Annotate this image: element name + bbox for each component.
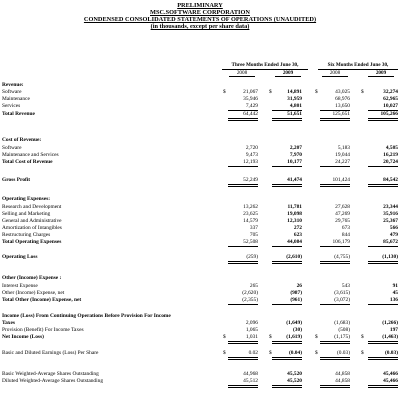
row-label: Total Revenue — [2, 111, 35, 117]
value-cell: 844 — [341, 232, 350, 238]
dollar-sign: $ — [223, 334, 226, 340]
value-cell: 19,044 — [335, 152, 350, 158]
value-cell: 4,505 — [385, 145, 398, 151]
row-label: Other (Income) Expense, net — [2, 290, 65, 296]
value-cell: 12,310 — [287, 218, 302, 224]
value-cell: 23,344 — [383, 204, 398, 210]
value-cell: 623 — [293, 232, 302, 238]
double-underline — [320, 184, 350, 187]
column-group-six-months: Six Months Ended June 30, — [318, 62, 398, 70]
double-underline — [228, 261, 258, 264]
value-cell: 35,916 — [383, 211, 398, 217]
value-cell: (259) — [246, 254, 258, 260]
underline — [320, 246, 350, 247]
value-cell: (1,266) — [382, 320, 398, 326]
value-cell: 5,183 — [337, 145, 350, 151]
double-underline — [368, 118, 398, 121]
value-cell: 32,274 — [383, 89, 398, 95]
statement-row — [0, 297, 400, 304]
row-label: Services — [2, 103, 21, 109]
statement-row — [0, 239, 400, 246]
row-label: Amortization of Intangibles — [2, 225, 62, 231]
underline — [368, 246, 398, 247]
row-label: Total Operating Expenses — [2, 239, 62, 245]
value-cell: 125,651 — [332, 111, 350, 117]
value-cell: 265 — [249, 283, 258, 289]
value-cell: 2,096 — [245, 320, 258, 326]
value-cell: 85,672 — [383, 239, 398, 245]
underline — [228, 166, 258, 167]
row-label: Basic Weighted-Average Shares Outstanding — [2, 371, 99, 377]
underline — [368, 304, 398, 305]
value-cell: 10,177 — [287, 159, 302, 165]
value-cell: 31,959 — [287, 96, 302, 102]
value-cell: 44,858 — [335, 378, 350, 384]
value-cell: (3,615) — [334, 290, 350, 296]
value-cell: (2,610) — [286, 254, 302, 260]
statement-row — [0, 211, 400, 218]
statement-row — [0, 283, 400, 290]
row-label: Maintenance — [2, 96, 30, 102]
value-cell: (4,755) — [334, 254, 350, 260]
statement-row — [0, 103, 400, 110]
value-cell: 7,970 — [289, 152, 302, 158]
statement-row — [0, 152, 400, 159]
underline — [272, 166, 302, 167]
statement-row — [0, 350, 400, 357]
statement-row — [0, 334, 400, 341]
double-underline — [368, 261, 398, 264]
value-cell: 7,429 — [245, 103, 258, 109]
value-cell: 45,520 — [287, 378, 302, 384]
value-cell: 105,266 — [380, 111, 398, 117]
value-cell: 52,249 — [243, 177, 258, 183]
value-cell: 35,946 — [243, 96, 258, 102]
value-cell: 136 — [389, 297, 398, 303]
underline — [368, 110, 398, 111]
value-cell: 25,367 — [383, 218, 398, 224]
value-cell: (1,619) — [286, 334, 302, 340]
statement-row — [0, 218, 400, 225]
underline — [320, 304, 350, 305]
value-cell: 673 — [341, 225, 350, 231]
double-underline — [368, 357, 398, 360]
statement-row — [0, 371, 400, 378]
underline — [228, 246, 258, 247]
value-cell: 11,781 — [287, 204, 302, 210]
value-cell: 101,424 — [332, 177, 350, 183]
value-cell: 91 — [392, 283, 398, 289]
double-underline — [272, 184, 302, 187]
double-underline — [228, 357, 258, 360]
row-label: Selling and Marketing — [2, 211, 51, 217]
value-cell: 2,207 — [289, 145, 302, 151]
row-label: Operating Loss — [2, 254, 38, 260]
double-underline — [320, 385, 350, 388]
value-cell: 52,508 — [243, 239, 258, 245]
double-underline — [272, 357, 302, 360]
double-underline — [320, 118, 350, 121]
dollar-sign: $ — [315, 350, 318, 356]
value-cell: 41,474 — [287, 177, 302, 183]
row-label: Software — [2, 145, 22, 151]
underline — [228, 304, 258, 305]
value-cell: 1,031 — [245, 334, 258, 340]
underline — [272, 246, 302, 247]
statement-row — [0, 159, 400, 166]
underline — [228, 110, 258, 111]
row-label: Income (Loss) From Continuing Operations Before Provision For Income — [2, 313, 171, 319]
dollar-sign: $ — [269, 350, 272, 356]
value-cell: (3,072) — [334, 297, 350, 303]
dollar-sign: $ — [361, 334, 364, 340]
row-label: Restructuring Charges — [2, 232, 51, 238]
value-cell: 337 — [249, 225, 258, 231]
value-cell: 21,067 — [243, 89, 258, 95]
value-cell: (1,463) — [382, 334, 398, 340]
double-underline — [272, 341, 302, 344]
row-label: Taxes — [2, 320, 15, 326]
statement-row — [0, 204, 400, 211]
value-cell: 0.02 — [248, 350, 258, 356]
value-cell: 44,084 — [287, 239, 302, 245]
row-label: Research and Development — [2, 204, 62, 210]
value-cell: 44,968 — [243, 371, 258, 377]
statement-row — [0, 327, 400, 334]
statement-row — [0, 137, 400, 144]
double-underline — [320, 341, 350, 344]
title-preliminary: PRELIMINARY — [177, 2, 223, 9]
double-underline — [228, 118, 258, 121]
year-2009-q: 2009 — [275, 70, 301, 77]
value-cell: 62,965 — [383, 96, 398, 102]
value-cell: 45,520 — [287, 371, 302, 377]
statement-row — [0, 290, 400, 297]
year-2008-h: 2008 — [322, 70, 348, 77]
row-label: Cost of Revenue: — [2, 137, 42, 143]
value-cell: (0.03) — [336, 350, 350, 356]
value-cell: (1,683) — [334, 320, 350, 326]
row-label: Total Other (Income) Expense, net — [2, 297, 82, 303]
title-statement: CONDENSED CONSOLIDATED STATEMENTS OF OPERATIONS (UNAUDITED) — [83, 16, 317, 23]
double-underline — [320, 357, 350, 360]
value-cell: 12,193 — [243, 159, 258, 165]
title-company: MSC.SOFTWARE CORPORATION — [150, 9, 250, 16]
row-label: Net Income (Loss) — [2, 334, 44, 340]
value-cell: 45,466 — [383, 378, 398, 384]
row-label: Interest Expense — [2, 283, 38, 289]
value-cell: 23,625 — [243, 211, 258, 217]
statement-row — [0, 225, 400, 232]
value-cell: 19,098 — [287, 211, 302, 217]
value-cell: (2,355) — [242, 297, 258, 303]
value-cell: 16,219 — [383, 152, 398, 158]
value-cell: 43,025 — [335, 89, 350, 95]
statement-row — [0, 232, 400, 239]
value-cell: 13,650 — [335, 103, 350, 109]
row-label: Maintenance and Services — [2, 152, 59, 158]
double-underline — [320, 261, 350, 264]
row-label: Revenue: — [2, 82, 24, 88]
double-underline — [368, 184, 398, 187]
value-cell: 479 — [389, 232, 398, 238]
value-cell: 29,765 — [335, 218, 350, 224]
value-cell: (508) — [338, 327, 350, 333]
underline — [320, 110, 350, 111]
row-label: Basic and Diluted Earnings (Loss) Per Share — [2, 350, 99, 356]
row-label: Other (Income) Expense : — [2, 275, 62, 281]
value-cell: 45,466 — [383, 371, 398, 377]
dollar-sign: $ — [223, 350, 226, 356]
value-cell: 9,473 — [245, 152, 258, 158]
statement-row — [0, 313, 400, 320]
statement-row — [0, 177, 400, 184]
double-underline — [272, 385, 302, 388]
year-2009-h: 2009 — [368, 70, 394, 77]
row-label: Software — [2, 89, 22, 95]
value-cell: (2,620) — [242, 290, 258, 296]
statement-row — [0, 111, 400, 118]
dollar-sign: $ — [361, 89, 364, 95]
value-cell: (30) — [293, 327, 302, 333]
underline — [368, 166, 398, 167]
value-cell: 27,628 — [335, 204, 350, 210]
value-cell: 272 — [293, 225, 302, 231]
value-cell: 20,724 — [383, 159, 398, 165]
year-2008-q: 2008 — [229, 70, 255, 77]
value-cell: 106,179 — [332, 239, 350, 245]
row-label: Gross Profit — [2, 177, 31, 183]
value-cell: 197 — [389, 327, 398, 333]
value-cell: 68,976 — [335, 96, 350, 102]
row-label: Provision (Benefit) For Income Taxes — [2, 327, 84, 333]
double-underline — [272, 118, 302, 121]
value-cell: (987) — [290, 290, 302, 296]
value-cell: 51,651 — [287, 111, 302, 117]
statement-row — [0, 254, 400, 261]
value-cell: 4,801 — [289, 103, 302, 109]
column-group-three-months: Three Months Ended June 30, — [222, 62, 308, 70]
value-cell: 64,442 — [243, 111, 258, 117]
value-cell: 705 — [249, 232, 258, 238]
dollar-sign: $ — [223, 89, 226, 95]
row-label: General and Administrative — [2, 218, 62, 224]
value-cell: 10,027 — [383, 103, 398, 109]
double-underline — [272, 261, 302, 264]
value-cell: 45,512 — [243, 378, 258, 384]
value-cell: 47,269 — [335, 211, 350, 217]
value-cell: 14,891 — [287, 89, 302, 95]
double-underline — [228, 385, 258, 388]
value-cell: (1,649) — [286, 320, 302, 326]
statement-row — [0, 89, 400, 96]
value-cell: (0.03) — [384, 350, 398, 356]
value-cell: 26 — [296, 283, 302, 289]
statement-row — [0, 320, 400, 327]
row-label: Total Cost of Revenue — [2, 159, 53, 165]
statement-row — [0, 96, 400, 103]
underline — [272, 304, 302, 305]
double-underline — [368, 385, 398, 388]
underline — [320, 166, 350, 167]
value-cell: 566 — [389, 225, 398, 231]
value-cell: 45 — [392, 290, 398, 296]
double-underline — [228, 341, 258, 344]
value-cell: (961) — [290, 297, 302, 303]
value-cell: (1,130) — [382, 254, 398, 260]
value-cell: 2,720 — [245, 145, 258, 151]
value-cell: 24,227 — [335, 159, 350, 165]
statement-row — [0, 275, 400, 282]
row-label: Diluted Weighted-Average Shares Outstanding — [2, 378, 104, 384]
statement-row — [0, 145, 400, 152]
value-cell: 84,542 — [383, 177, 398, 183]
title-units: (in thousands, except per share data) — [150, 23, 250, 30]
double-underline — [228, 184, 258, 187]
value-cell: 14,579 — [243, 218, 258, 224]
value-cell: 44,858 — [335, 371, 350, 377]
value-cell: 543 — [341, 283, 350, 289]
dollar-sign: $ — [361, 350, 364, 356]
double-underline — [368, 341, 398, 344]
value-cell: (0.04) — [288, 350, 302, 356]
value-cell: (1,175) — [334, 334, 350, 340]
row-label: Operating Expenses: — [2, 196, 51, 202]
dollar-sign: $ — [315, 89, 318, 95]
value-cell: 1,065 — [245, 327, 258, 333]
dollar-sign: $ — [269, 334, 272, 340]
underline — [272, 110, 302, 111]
dollar-sign: $ — [269, 89, 272, 95]
statement-row — [0, 196, 400, 203]
statement-row — [0, 82, 400, 89]
statement-row — [0, 378, 400, 385]
dollar-sign: $ — [315, 334, 318, 340]
value-cell: 13,262 — [243, 204, 258, 210]
